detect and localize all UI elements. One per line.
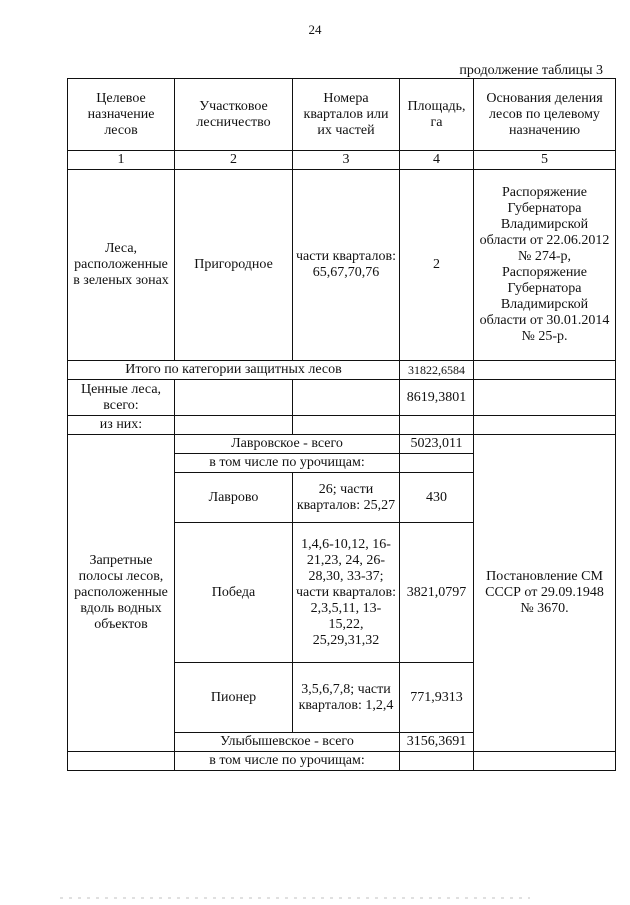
green-zone-area: 2 <box>400 170 474 361</box>
column-numbers-row <box>68 151 616 170</box>
header-purpose: Целевое назначение лесов <box>68 79 175 151</box>
of-which-label: из них: <box>68 416 175 435</box>
header-area: Площадь, га <box>400 79 474 151</box>
empty-cell <box>474 361 616 380</box>
column-number: 2 <box>175 151 293 170</box>
empty-cell <box>474 752 616 771</box>
tract-quarters: 1,4,6-10,12, 16-21,23, 24, 26-28,30, 33-37; части кварталов: 2,3,5,11, 13-15,22, 25,29,31,32 <box>293 523 400 663</box>
tract-quarters: 3,5,6,7,8; части кварталов: 1,2,4 <box>293 663 400 733</box>
tract-name: Победа <box>175 523 293 663</box>
empty-cell <box>400 454 474 473</box>
green-zone-basis: Распоряжение Губернатора Владимирской области от 22.06.2012 № 274-р, Распоряжение Губернатора Владимирской области от 30.01.2014 № 25-р. <box>474 170 616 361</box>
protective-total-row <box>68 361 616 380</box>
header-basis: Основания деления лесов по целевому назначению <box>474 79 616 151</box>
lavrovskoe-total-row <box>68 435 616 454</box>
empty-cell <box>293 380 400 416</box>
table-header-row <box>68 79 616 151</box>
green-zone-row <box>68 170 616 361</box>
strips-basis: Постановление СМ СССР от 29.09.1948 № 3670. <box>474 435 616 752</box>
lavrovskoe-total-area: 5023,011 <box>400 435 474 454</box>
green-zone-quarters: части кварталов: 65,67,70,76 <box>293 170 400 361</box>
of-which-row <box>68 416 616 435</box>
empty-cell <box>400 416 474 435</box>
tract-name: Лаврово <box>175 473 293 523</box>
lavrovskoe-total-label: Лавровское - всего <box>175 435 400 454</box>
empty-cell <box>68 752 175 771</box>
tract-name: Пионер <box>175 663 293 733</box>
empty-cell <box>175 380 293 416</box>
empty-cell <box>293 416 400 435</box>
by-tracts-label: в том числе по урочищам: <box>175 454 400 473</box>
tract-area: 3821,0797 <box>400 523 474 663</box>
valuable-total-label: Ценные леса, всего: <box>68 380 175 416</box>
tract-area: 430 <box>400 473 474 523</box>
tract-area: 771,9313 <box>400 663 474 733</box>
green-zone-forestry: Пригородное <box>175 170 293 361</box>
column-number: 1 <box>68 151 175 170</box>
header-quarters: Номера кварталов или их частей <box>293 79 400 151</box>
ulybyshevskoe-total-area: 3156,3691 <box>400 733 474 752</box>
column-number: 3 <box>293 151 400 170</box>
column-number: 4 <box>400 151 474 170</box>
column-number: 5 <box>474 151 616 170</box>
strips-purpose: Запретные полосы лесов, расположенные вдоль водных объектов <box>68 435 175 752</box>
ulybyshevskoe-total-label: Улыбышевское - всего <box>175 733 400 752</box>
table-continuation-label: продолжение таблицы 3 <box>459 63 603 78</box>
scan-artifact-line <box>60 897 530 899</box>
tract-quarters: 26; части кварталов: 25,27 <box>293 473 400 523</box>
empty-cell <box>474 416 616 435</box>
empty-cell <box>175 416 293 435</box>
green-zone-purpose: Леса, расположенные в зеленых зонах <box>68 170 175 361</box>
valuable-total-row <box>68 380 616 416</box>
empty-cell <box>400 752 474 771</box>
by-tracts-label-2: в том числе по урочищам: <box>175 752 400 771</box>
valuable-total-area: 8619,3801 <box>400 380 474 416</box>
protective-total-label: Итого по категории защитных лесов <box>68 361 400 380</box>
by-tracts-row-2 <box>68 752 616 771</box>
header-forestry: Участковое лесничество <box>175 79 293 151</box>
empty-cell <box>474 380 616 416</box>
forest-purpose-table <box>67 78 616 771</box>
protective-total-area: 31822,6584 <box>400 361 474 380</box>
page-number: 24 <box>308 22 322 37</box>
